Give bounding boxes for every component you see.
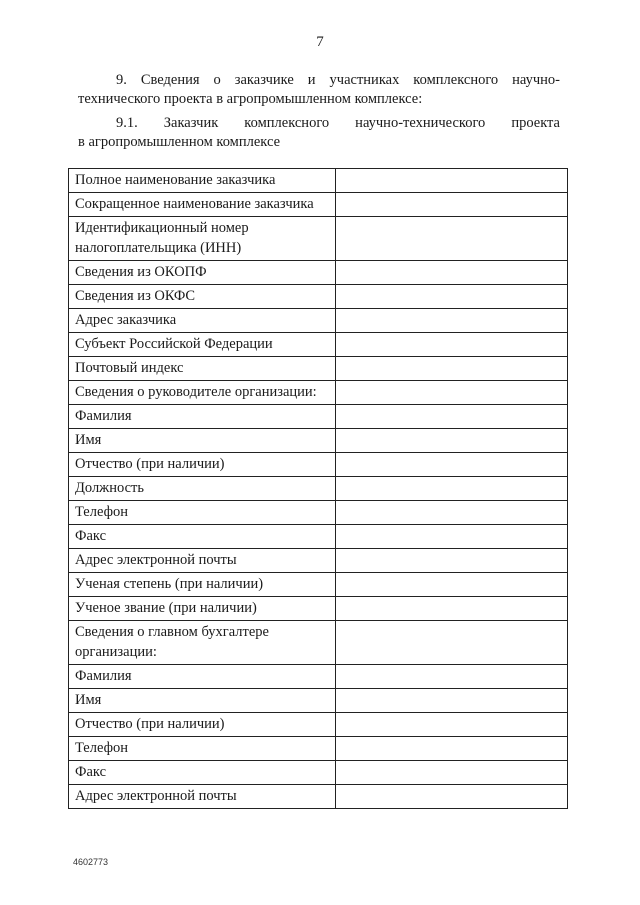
row-label: Отчество (при наличии) <box>69 713 336 737</box>
table-row <box>69 477 568 501</box>
row-label: Почтовый индекс <box>69 357 336 381</box>
row-label: Сведения о руководителе организации: <box>69 381 336 405</box>
row-value-field[interactable] <box>335 597 567 621</box>
table-row <box>69 573 568 597</box>
row-value-field[interactable] <box>335 621 567 665</box>
row-label: Ученое звание (при наличии) <box>69 597 336 621</box>
table-row <box>69 501 568 525</box>
row-value-field[interactable] <box>335 501 567 525</box>
row-value-field[interactable] <box>335 285 567 309</box>
table-row <box>69 689 568 713</box>
row-label: Факс <box>69 761 336 785</box>
row-label: Фамилия <box>69 665 336 689</box>
table-row <box>69 785 568 809</box>
subsection-heading-line-1: 9.1. Заказчик комплексного научно-технического проекта <box>116 115 560 131</box>
row-label: Полное наименование заказчика <box>69 169 336 193</box>
row-label: Факс <box>69 525 336 549</box>
table-row <box>69 429 568 453</box>
table-row <box>69 549 568 573</box>
table-row <box>69 405 568 429</box>
row-value-field[interactable] <box>335 785 567 809</box>
row-value-field[interactable] <box>335 525 567 549</box>
subsection-heading-line-2: в агропромышленном комплексе <box>78 134 281 150</box>
table-row <box>69 713 568 737</box>
row-label: Сведения о главном бухгалтере организации: <box>69 621 336 665</box>
table-row <box>69 261 568 285</box>
row-value-field[interactable] <box>335 357 567 381</box>
table-row <box>69 737 568 761</box>
row-value-field[interactable] <box>335 713 567 737</box>
table-row <box>69 285 568 309</box>
customer-info-table <box>68 168 568 809</box>
row-value-field[interactable] <box>335 761 567 785</box>
table-row <box>69 333 568 357</box>
table-row <box>69 665 568 689</box>
page-number: 7 <box>316 34 324 50</box>
section-heading <box>78 71 560 109</box>
row-label: Фамилия <box>69 405 336 429</box>
row-value-field[interactable] <box>335 217 567 261</box>
row-label: Идентификационный номер налогоплательщика (ИНН) <box>69 217 336 261</box>
row-value-field[interactable] <box>335 381 567 405</box>
row-value-field[interactable] <box>335 737 567 761</box>
row-label: Должность <box>69 477 336 501</box>
row-label: Телефон <box>69 501 336 525</box>
document-code: 4602773 <box>73 857 109 867</box>
row-label: Ученая степень (при наличии) <box>69 573 336 597</box>
row-value-field[interactable] <box>335 261 567 285</box>
row-value-field[interactable] <box>335 689 567 713</box>
row-label: Имя <box>69 689 336 713</box>
row-value-field[interactable] <box>335 309 567 333</box>
table-row <box>69 309 568 333</box>
row-value-field[interactable] <box>335 405 567 429</box>
table-row <box>69 193 568 217</box>
section-heading-line-2: технического проекта в агропромышленном комплексе: <box>78 91 423 107</box>
row-value-field[interactable] <box>335 169 567 193</box>
table-row <box>69 453 568 477</box>
row-value-field[interactable] <box>335 333 567 357</box>
table-row <box>69 357 568 381</box>
row-label: Адрес заказчика <box>69 309 336 333</box>
row-value-field[interactable] <box>335 429 567 453</box>
table-row <box>69 761 568 785</box>
row-label: Сведения из ОКФС <box>69 285 336 309</box>
row-label: Имя <box>69 429 336 453</box>
row-value-field[interactable] <box>335 573 567 597</box>
row-label: Телефон <box>69 737 336 761</box>
subsection-heading <box>78 114 560 152</box>
row-label: Отчество (при наличии) <box>69 453 336 477</box>
row-label: Сведения из ОКОПФ <box>69 261 336 285</box>
row-value-field[interactable] <box>335 453 567 477</box>
table-row <box>69 525 568 549</box>
row-value-field[interactable] <box>335 549 567 573</box>
row-label: Субъект Российской Федерации <box>69 333 336 357</box>
table-row <box>69 597 568 621</box>
row-value-field[interactable] <box>335 193 567 217</box>
table-row <box>69 169 568 193</box>
table-row <box>69 381 568 405</box>
row-label: Сокращенное наименование заказчика <box>69 193 336 217</box>
table-row <box>69 217 568 261</box>
row-value-field[interactable] <box>335 665 567 689</box>
table-row <box>69 621 568 665</box>
row-value-field[interactable] <box>335 477 567 501</box>
row-label: Адрес электронной почты <box>69 785 336 809</box>
section-heading-line-1: 9. Сведения о заказчике и участниках комплексного научно- <box>116 72 560 88</box>
row-label: Адрес электронной почты <box>69 549 336 573</box>
